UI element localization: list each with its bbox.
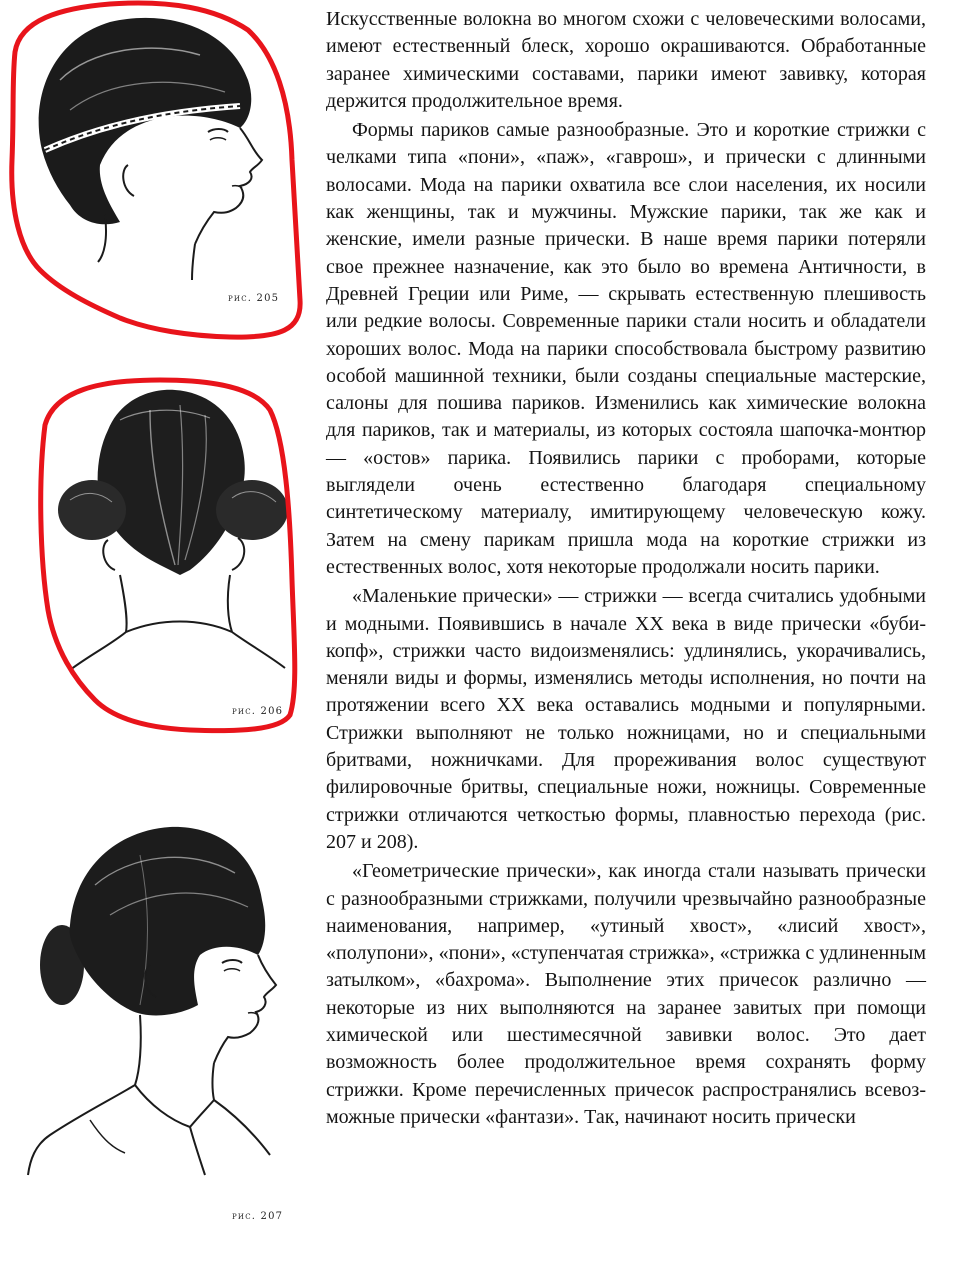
figure-caption: рис. 207 <box>232 1211 284 1222</box>
paragraph-3: «Маленькие прически» — стрижки — всегда считались удобными и модными. Появившись в начале XX века в виде прически «буби-копф», стрижки часто видоизменялись: удлинялись, укорачивались, меняли виды и формы, изменялись методы исполнения, но почти на протяжении всего XX века оставались модными и популярными. Стрижки выполняют не только ножницами, но и специальными бритвами, ножничками. Для прореживания волос существуют филировочные бритвы, специальные ножи, ножницы. Современные стрижки отличаются четкостью формы, плавностью перехода (рис. 207 и 208). <box>326 585 926 853</box>
figure-207-illustration <box>0 815 315 1235</box>
paragraph-1: Искусственные волокна во многом схожи с человеческими волосами, имеют естественный блеск, хорошо окрашиваются. Обработанные заранее химическими составами, парики имеют завивку, которая держится продолжительное время. <box>326 8 926 112</box>
figure-caption: рис. 206 <box>232 706 284 717</box>
body-text-column <box>326 6 926 1131</box>
paragraph-2: Формы париков самые разнообразные. Это и короткие стрижки с челками типа «пони», «паж», «гаврош», и прически с длинными волосами. Мода на парики охватила все слои населения, их носили как женщины, так и мужчины. Мужские парики, так же как и женские, имели разные прически. В наше время парики потеряли свое прежнее назначение, как это было во времена Античности, в Древней Греции или Риме, — скрывать естественную плешивость или редкие волосы. Современные парики стали носить и обладатели хороших волос. Мода на парики способствовала быстрому развитию особой машинной техники, были созданы специальные мастерские, салоны для пошива париков. Изменились как химические волокна для париков, так и материалы, из которых состояла шапочка-монтюр — «остов» парика. Появились парики с проборами, которые выглядели очень естественно благодаря специальному синтетическому материалу, имитирующему человеческую кожу. Затем на смену парикам пришла мода на короткие стрижки из естественных волос, хотя некоторые продолжали носить парики. <box>326 119 926 578</box>
figure-206 <box>0 370 315 740</box>
figure-205 <box>0 0 315 350</box>
figure-206-illustration <box>0 370 315 740</box>
paragraph-4: «Геометрические прически», как иногда стали называть прически с разнообразными стрижками, получили чрезвычайно разнообразные наименования, например, «утиный хвост», «лисий хвост», «полупони», «пони», «ступенчатая стрижка», «стрижка с удлиненным затылком», «бахрома». Выполнение этих причесок различно — некоторые из них выполняются на заранее завитых при помощи химической или шестимесячной завивки волос. Это дает возможность более продолжительное время сохранять форму стрижки. Кроме перечисленных причесок распространялись всевозможные прически «фантази». Так, начинают носить прически <box>326 860 926 1128</box>
figure-caption: рис. 205 <box>228 293 280 304</box>
figure-207 <box>0 815 315 1235</box>
